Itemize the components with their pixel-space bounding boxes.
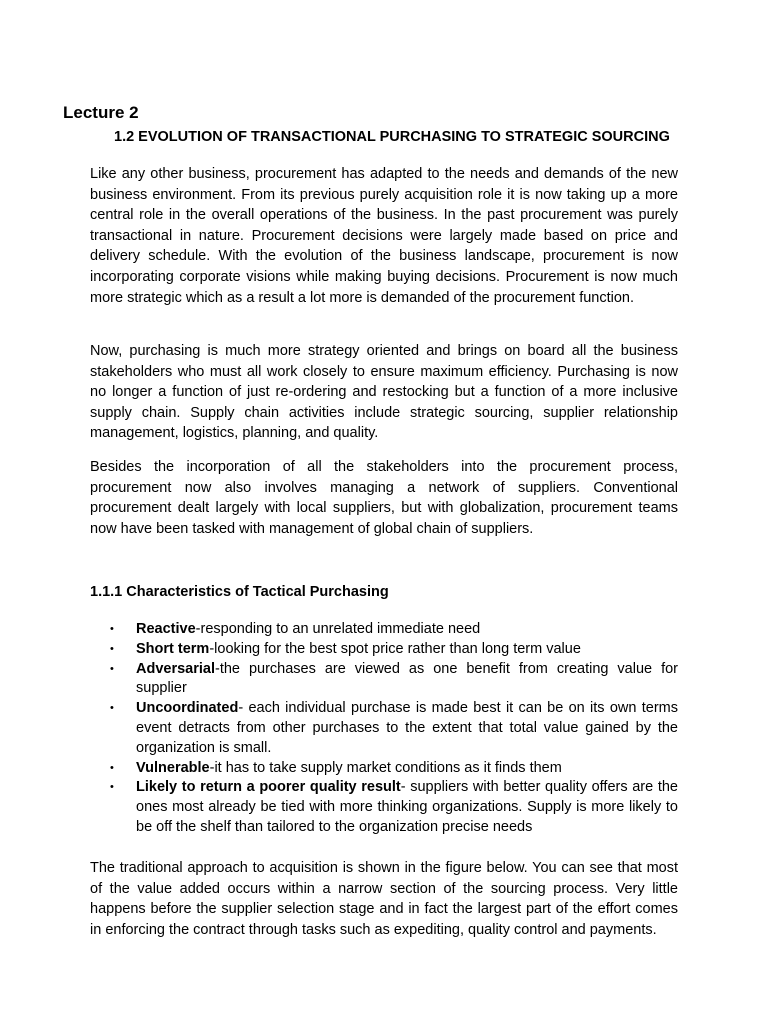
list-item [110, 660, 678, 700]
bullet-text: -the purchases are viewed as one benefit from creating value for supplier [136, 660, 678, 697]
bullet-term: Uncoordinated [136, 700, 239, 717]
bullet-term: Reactive [136, 621, 196, 637]
paragraph-intro: Like any other business, procurement has adapted to the needs and demands of the new business environment. From its previous purely acquisition role it is now taking up a more central role in the overall operations of the business. In the past procurement was purely transactional in nature. Procurement decisions were largely made based on price and delivery schedule. With the evolution of the business landscape, procurement is now incorporating corporate visions while making buying decisions. Procurement is now much more strategic which as a result a lot more is demanded of the procurement function. [90, 166, 678, 306]
bullet-text: -responding to an unrelated immediate need [195, 621, 481, 637]
bullet-text: -it has to take supply market conditions as it finds them [209, 759, 562, 776]
bullet-text: -looking for the best spot price rather than long term value [209, 640, 581, 657]
bullet-term: Likely to return a poorer quality result [136, 779, 401, 796]
bullet-icon: • [110, 781, 114, 794]
bullet-icon: • [110, 662, 114, 675]
section-heading: 1.2 EVOLUTION OF TRANSACTIONAL PURCHASING TO STRATEGIC SOURCING [114, 129, 670, 145]
characteristics-list [110, 620, 678, 838]
list-item [110, 759, 678, 779]
bullet-term: Vulnerable [136, 759, 210, 776]
bullet-icon: • [110, 623, 114, 635]
bullet-icon: • [110, 702, 114, 715]
bullet-icon: • [110, 761, 114, 774]
list-item [110, 778, 678, 837]
bullet-term: Adversarial [136, 660, 215, 677]
list-item [110, 640, 678, 660]
lecture-title: Lecture 2 [63, 103, 139, 122]
bullet-icon: • [110, 642, 114, 655]
bullet-text: - suppliers with better quality offers are the ones most already be tied with more thinking organizations. Supply is more likely to be off the shelf than tailored to the organization precise needs [136, 779, 679, 835]
list-item [110, 620, 678, 640]
paragraph-stakeholders: Besides the incorporation of all the stakeholders into the procurement process, procurement now also involves managing a network of suppliers. Conventional procurement dealt largely with local suppliers, but with globalization, procurement teams now have been tasked with management of global chain of suppliers. [90, 459, 678, 537]
subsection-heading: 1.1.1 Characteristics of Tactical Purchasing [90, 584, 389, 600]
paragraph-closing: The traditional approach to acquisition is shown in the figure below. You can see that most of the value added occurs within a narrow section of the sourcing process. Very little happens before the supplier selection stage and in fact the largest part of the effort comes in enforcing the contract through tasks such as expediting, quality control and payments. [90, 860, 678, 938]
list-item [110, 699, 678, 758]
paragraph-strategy: Now, purchasing is much more strategy oriented and brings on board all the business stakeholders who must all work closely to ensure maximum efficiency. Purchasing is now no longer a function of just re-ordering and restocking but a function of a more inclusive supply chain. Supply chain activities include strategic sourcing, supplier relationship management, logistics, planning, and quality. [90, 343, 678, 442]
bullet-term: Short term [136, 640, 210, 657]
bullet-text: - each individual purchase is made best it can be on its own terms event detracts from other purchases to the extent that total value gained by the organization is small. [136, 700, 678, 756]
